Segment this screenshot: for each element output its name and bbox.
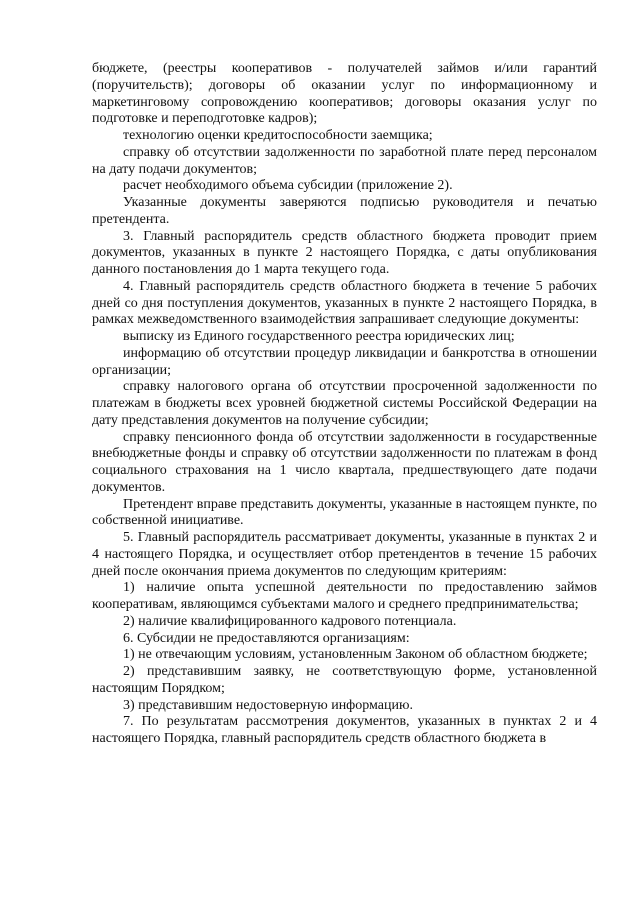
- paragraph: 1) не отвечающим условиям, установленным Законом об областном бюджете;: [123, 647, 588, 663]
- paragraph: справку налогового органа об отсутствии просроченной задолженности по платежам в бюджеты всех уровней бюджетной системы Российской Федерации на дату представления документов на получение субсидии;: [92, 379, 597, 428]
- paragraph: технологию оценки кредитоспособности заемщика;: [123, 128, 433, 143]
- paragraph: выписку из Единого государственного реестра юридических лиц;: [123, 329, 515, 344]
- paragraph: 1) наличие опыта успешной деятельности по предоставлению займов кооперативам, являющимся субъектами малого и среднего предпринимательства;: [92, 580, 597, 612]
- paragraph: 3. Главный распорядитель средств областного бюджета проводит прием документов, указанных в пункте 2 настоящего Порядка, с даты опубликования данного постановления до 1 марта текущего года.: [92, 228, 597, 277]
- paragraph: 7. По результатам рассмотрения документов, указанных в пунктах 2 и 4 настоящего Порядка, главный распорядитель средств областного бюджета в: [92, 714, 597, 746]
- paragraph: бюджете, (реестры кооперативов - получателей займов и/или гарантий (поручительств); договоры об оказании услуг по информационному и маркетинговому сопровождению кооперативов; договоры оказания услуг по подготовке и переподготовке кадров);: [92, 61, 597, 127]
- paragraph: расчет необходимого объема субсидии (приложение 2).: [123, 178, 453, 194]
- paragraph: Претендент вправе представить документы, указанные в настоящем пункте, по собственной инициативе.: [92, 496, 597, 529]
- paragraph: 2) наличие квалифицированного кадрового потенциала.: [123, 613, 457, 629]
- paragraph: 2) представившим заявку, не соответствующую форме, установленной настоящим Порядком;: [92, 664, 597, 696]
- paragraph: информацию об отсутствии процедур ликвидации и банкротства в отношении организации;: [92, 345, 597, 378]
- paragraph: 5. Главный распорядитель рассматривает документы, указанные в пунктах 2 и 4 настоящего Порядка, и осуществляет отбор претендентов в течение 15 рабочих дней после окончания приема документов по следующим критериям:: [92, 530, 597, 579]
- paragraph: справку пенсионного фонда об отсутствии задолженности в государственные внебюджетные фонды и справку об отсутствии задолженности по платежам в фонд социального страхования на 1 число квартала, предшествующего дате подачи документов.: [92, 429, 597, 495]
- document-page: [92, 61, 597, 748]
- paragraph: Указанные документы заверяются подписью руководителя и печатью претендента.: [92, 195, 597, 227]
- paragraph: 4. Главный распорядитель средств областного бюджета в течение 5 рабочих дней со дня поступления документов, указанных в пункте 2 настоящего Порядка, в рамках межведомственного взаимодействия запрашивает следующие документы:: [92, 278, 597, 328]
- paragraph: справку об отсутствии задолженности по заработной плате перед персоналом на дату подачи документов;: [92, 144, 597, 177]
- paragraph: 3) представившим недостоверную информацию.: [123, 697, 413, 713]
- paragraph: 6. Субсидии не предоставляются организациям:: [123, 630, 410, 646]
